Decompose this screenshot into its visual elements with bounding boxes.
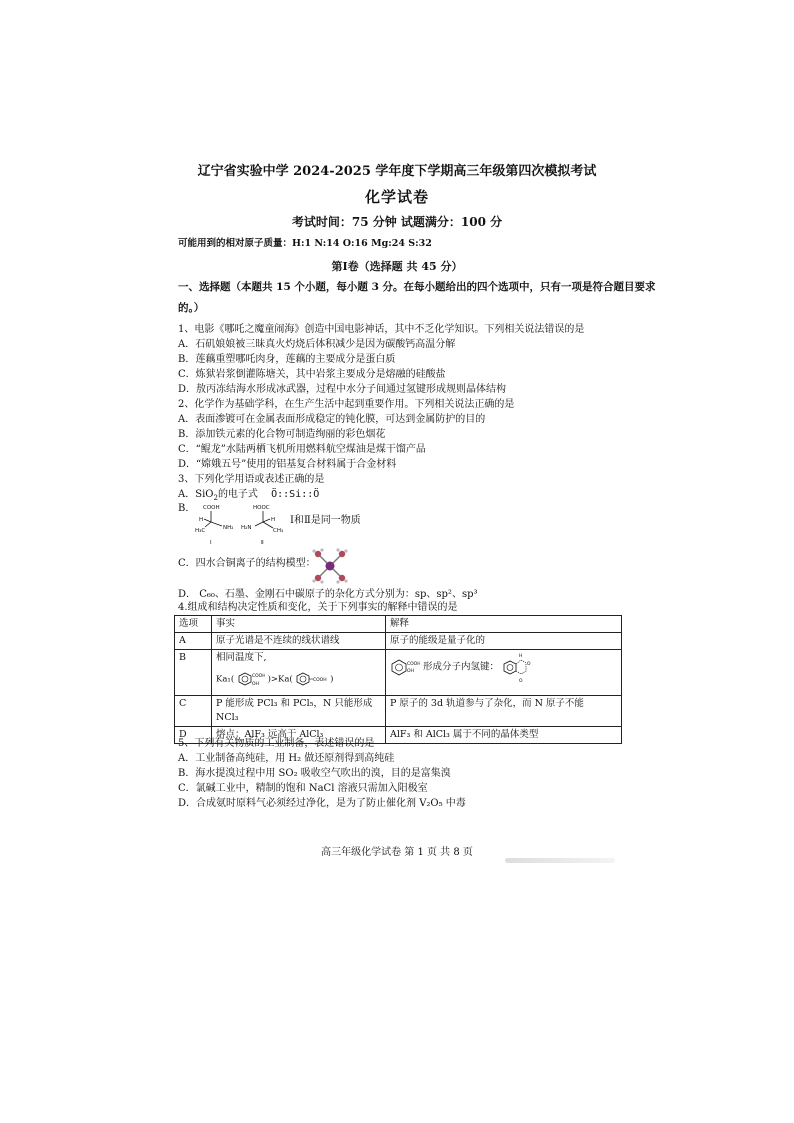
row-c-fact: P 能形成 PCl₃ 和 PCl₅，N 只能形成 NCl₃: [212, 696, 386, 727]
table-header-row: [175, 616, 622, 633]
q5-option-b: B．海水提溴过程中用 SO₂ 吸收空气吹出的溴，目的是富集溴: [178, 768, 451, 779]
time-score-line: 考试时间：75 分钟 试题满分：100 分: [291, 215, 503, 229]
q1-stem: 1、电影《哪吒之魔童闹海》创造中国电影神话，其中不乏化学知识。下列相关说法错误的是: [178, 324, 585, 335]
section-title: 第Ⅰ卷（选择题 共 45 分）: [331, 260, 463, 273]
mol2-left: H₂N: [241, 525, 252, 531]
table-header-explanation: 解释: [386, 616, 622, 633]
mol1-h: H: [199, 517, 204, 523]
q4-stem: 4.组成和结构决定性质和变化，关于下列事实的解释中错误的是: [178, 602, 458, 613]
q2-option-d: D．“嫦娥五号”使用的铝基复合材料属于合金材料: [178, 459, 397, 470]
svg-text:O: O: [519, 679, 523, 683]
para-hydroxybenzoic-acid-icon: [295, 671, 327, 687]
q5-stem: 5、下列有关物质的工业制备，表述错误的是: [178, 738, 375, 749]
q3-option-d: D． C₆₀、石墨、金刚石中碳原子的杂化方式分别为：sp、sp²、sp³: [178, 589, 478, 600]
row-d-fact: 熔点：AlF₃ 远高于 AlCl₃: [212, 727, 386, 744]
row-b-explanation: COOH OH 形成分子内氢键： H O O: [386, 650, 622, 696]
mol1-right: NH₂: [223, 525, 234, 531]
scan-smudge: [505, 858, 615, 863]
q3-option-a: A．SiO$_2$的电子式 Ö::Si::Ö: [178, 489, 320, 502]
atomic-masses: 可能用到的相对原子质量：H:1 N:14 O:16 Mg:24 S:32: [178, 238, 432, 249]
row-a-explanation: 原子的能级是量子化的: [386, 633, 622, 650]
q1-option-a: A．石矶娘娘被三昧真火灼烧后体积减少是因为碳酸钙高温分解: [178, 339, 456, 350]
subject-title: 化学试卷: [364, 188, 429, 206]
svg-text:COOH: COOH: [251, 674, 265, 679]
school-title: 辽宁省实验中学 2024-2025 学年度下学期高三年级第四次模拟考试: [197, 164, 597, 179]
row-a-fact: 原子光谱是不连续的线状谱线: [212, 633, 386, 650]
q5-option-c: C．氯碱工业中，精制的饱和 NaCl 溶液只需加入阳极室: [178, 783, 428, 794]
q2-option-b: B．添加铁元素的化合物可制造绚丽的彩色烟花: [178, 429, 386, 440]
mol1-left: H₃C: [195, 528, 206, 534]
table-header-option: 选项: [175, 616, 212, 633]
mol1-label: Ⅰ: [210, 540, 212, 546]
row-c-option: C: [175, 696, 212, 727]
svg-text:COOH: COOH: [407, 662, 420, 667]
q3-option-c: C．四水合铜离子的结构模型：: [178, 558, 316, 569]
q5-option-d: D．合成氨时原料气必须经过净化，是为了防止催化剂 V₂O₅ 中毒: [178, 798, 466, 809]
q2-option-a: A．表面渗镀可在金属表面形成稳定的钝化膜，可达到金属防护的目的: [178, 414, 486, 425]
q3-option-b-label: B．: [178, 503, 196, 514]
svg-text:OH: OH: [251, 682, 259, 687]
q3-b-molecules: [195, 504, 290, 546]
page-footer: 高三年级化学试卷 第 1 页 共 8 页: [321, 847, 473, 858]
salicylic-acid-icon: [390, 658, 420, 676]
q1-option-c: C．炼狱岩浆倒灌陈塘关，其中岩浆主要成分是熔融的硅酸盐: [178, 369, 446, 380]
row-b-fact: 相同温度下, Ka₁( COOH OH )>Ka( COOH ): [212, 650, 386, 696]
svg-text:COOH: COOH: [313, 678, 328, 683]
q2-option-c: C．“鲲龙”水陆两栖飞机所用燃料航空煤油是煤干馏产品: [178, 444, 426, 455]
q1-option-b: B．莲藕重塑哪吒肉身，莲藕的主要成分是蛋白质: [178, 354, 396, 365]
mol2-cooh: HOOC: [253, 505, 270, 511]
section-instruction-2: 的。）: [178, 302, 205, 314]
copper-complex-model: [310, 548, 350, 584]
mol2-right: CH₃: [273, 528, 284, 534]
table-row: [175, 696, 622, 727]
svg-text:O: O: [527, 662, 531, 667]
row-a-option: A: [175, 633, 212, 650]
row-d-explanation: AlF₃ 和 AlCl₃ 属于不同的晶体类型: [386, 727, 622, 744]
ortho-hydroxybenzoic-acid-icon: [237, 671, 265, 687]
mol1-cooh: COOH: [203, 505, 220, 511]
row-c-explanation: P 原子的 3d 轨道参与了杂化，而 N 原子不能: [386, 696, 622, 727]
mol2-h: H: [271, 517, 276, 523]
section-instruction-1: 一、选择题（本题共 15 个小题，每小题 3 分。在每小题给出的四个选项中，只有一项是符合题目要求: [178, 281, 656, 293]
intramolecular-hbond-icon: [502, 651, 532, 683]
q3-stem: 3、下列化学用语或表述正确的是: [178, 474, 325, 485]
q5-option-a: A．工业制备高纯硅，用 H₂ 做还原剂得到高纯硅: [178, 753, 395, 764]
mol2-label: Ⅱ: [261, 540, 264, 546]
svg-text:H: H: [519, 654, 523, 659]
q2-stem: 2、化学作为基础学科，在生产生活中起到重要作用。下列相关说法正确的是: [178, 399, 515, 410]
q1-option-d: D．敖丙冻结海水形成冰武器，过程中水分子间通过氢键形成规则晶体结构: [178, 384, 507, 395]
sio2-electron-formula: Ö::Si::Ö: [271, 489, 320, 500]
table-row: [175, 650, 622, 696]
table-row: [175, 633, 622, 650]
svg-text:OH: OH: [407, 669, 414, 674]
row-d-option: D: [175, 727, 212, 744]
table-header-fact: 事实: [212, 616, 386, 633]
row-b-option: B: [175, 650, 212, 696]
q3-option-b-text: Ⅰ和Ⅱ是同一物质: [290, 515, 361, 526]
q4-table: [174, 615, 622, 744]
